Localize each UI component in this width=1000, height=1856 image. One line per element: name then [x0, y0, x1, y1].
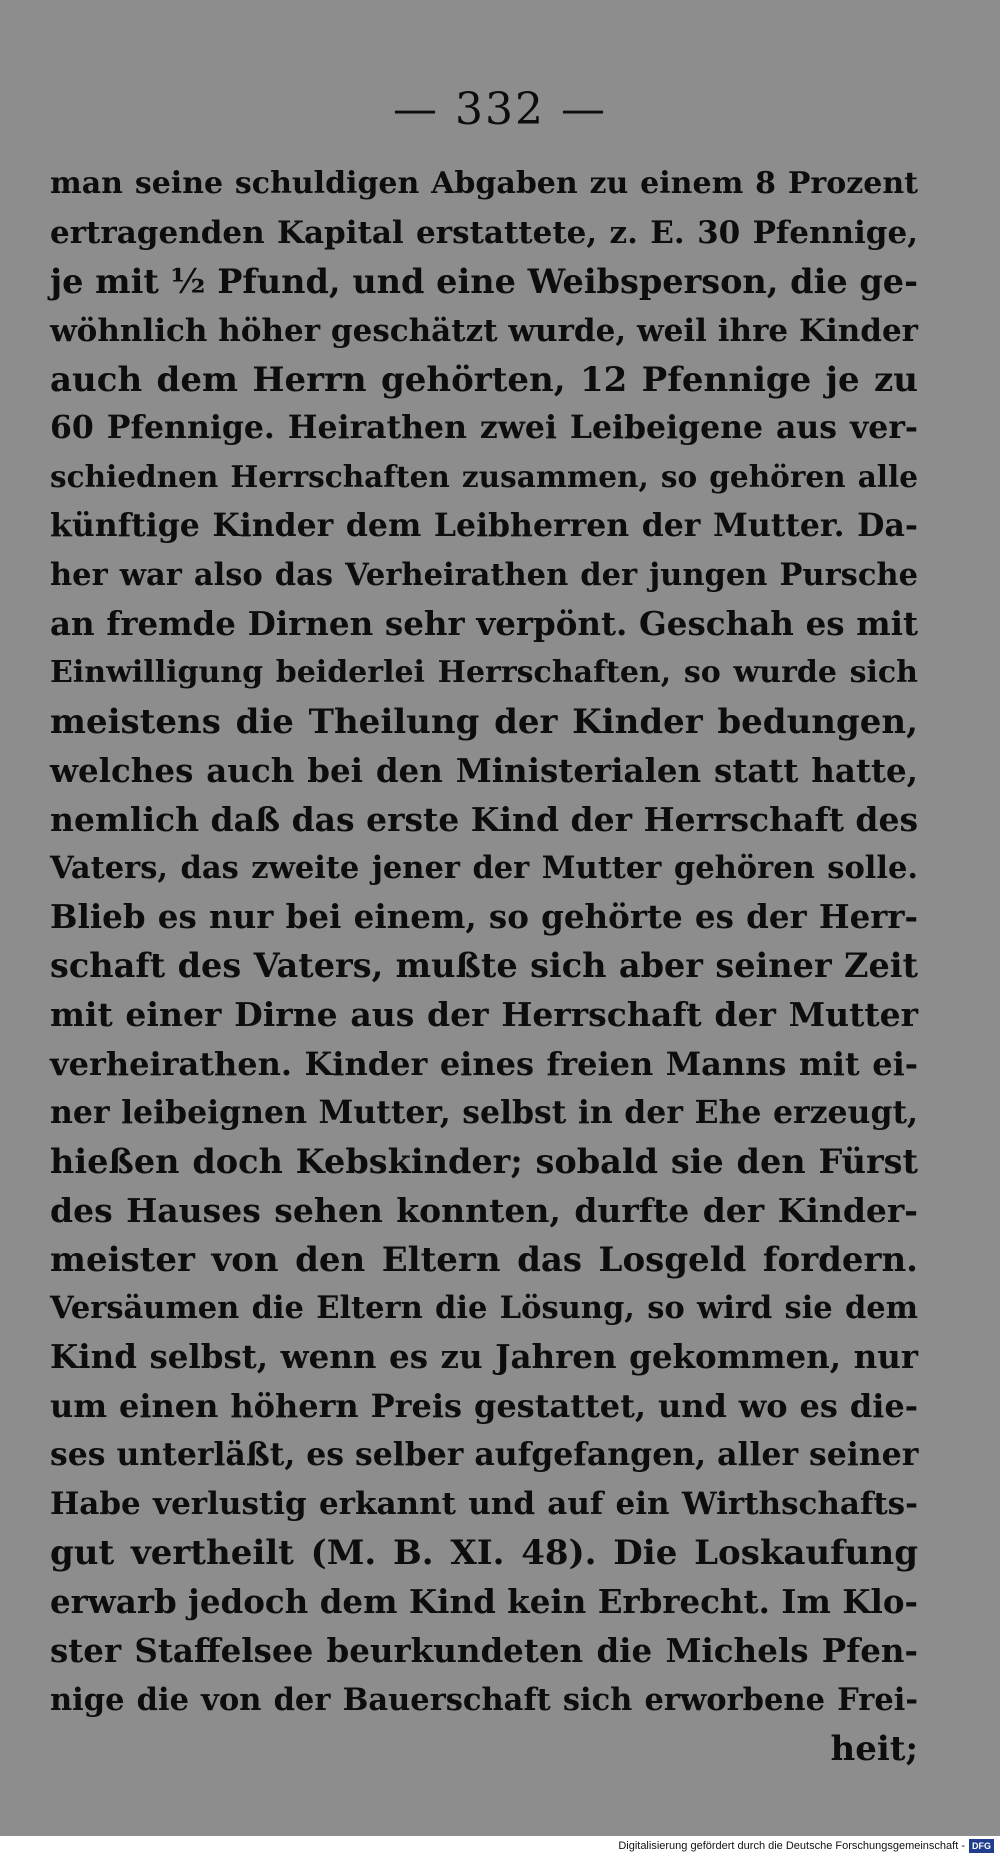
body-text: [50, 160, 918, 1773]
text-line: wöhnlich höher geschätzt wurde, weil ihre Kinder: [50, 312, 918, 349]
text-line: Kind selbst, wenn es zu Jahren gekommen, nur: [50, 1337, 918, 1377]
dfg-logo-icon: DFG: [969, 1839, 994, 1853]
text-line: ertragenden Kapital erstattete, z. E. 30 Pfennige,: [50, 214, 918, 251]
text-line: des Hauses sehen konnten, durfte der Kinder-: [50, 1190, 918, 1230]
text-line: Habe verlustig erkannt und auf ein Wirthschafts-: [50, 1486, 918, 1523]
text-line: nemlich daß das erste Kind der Herrschaft des: [50, 799, 919, 839]
text-line: je mit ½ Pfund, und eine Weibsperson, die ge-: [50, 261, 918, 301]
text-line: verheirathen. Kinder eines freien Manns mit ei-: [50, 1045, 918, 1084]
text-line: Blieb es nur bei einem, so gehörte es der Herr-: [50, 897, 918, 937]
text-line: Versäumen die Eltern die Lösung, so wird sie dem: [50, 1290, 918, 1327]
text-line: ner leibeignen Mutter, selbst in der Ehe erzeugt,: [50, 1093, 918, 1131]
text-line: hießen doch Kebskinder; sobald sie den Fürst: [50, 1141, 918, 1181]
text-line: auch dem Herrn gehörten, 12 Pfennige je zu: [50, 359, 918, 400]
text-line: meister von den Eltern das Losgeld fordern.: [50, 1239, 918, 1280]
text-line: Einwilligung beiderlei Herrschaften, so wurde sich: [50, 654, 918, 690]
text-line: ster Staffelsee beurkundeten die Michels Pfen-: [50, 1630, 918, 1670]
text-line: ses unterläßt, es selber aufgefangen, aller seiner: [50, 1436, 919, 1474]
text-line: man seine schuldigen Abgaben zu einem 8 Prozent: [50, 166, 918, 201]
footer-credit: Digitalisierung gefördert durch die Deutsche Forschungsgemeinschaft -: [618, 1840, 965, 1852]
text-line: gut vertheilt (M. B. XI. 48). Die Loskaufung: [50, 1532, 918, 1573]
text-line: welches auch bei den Ministerialen statt hatte,: [50, 750, 918, 790]
digitization-footer: [0, 1836, 1000, 1856]
text-line: mit einer Dirne aus der Herrschaft der Mutter: [50, 995, 918, 1035]
page-number: — 332 —: [393, 84, 607, 135]
text-line: Vaters, das zweite jener der Mutter gehören solle.: [50, 850, 918, 887]
text-line: meistens die Theilung der Kinder bedungen,: [50, 701, 918, 742]
text-line: an fremde Dirnen sehr verpönt. Geschah es mit: [50, 604, 918, 644]
text-line: erwarb jedoch dem Kind kein Erbrecht. Im Klo-: [50, 1581, 918, 1621]
text-line: heit;: [830, 1728, 918, 1769]
text-line: her war also das Verheirathen der jungen Pursche: [50, 557, 918, 594]
text-line: künftige Kinder dem Leibherren der Mutter. Da-: [50, 507, 918, 545]
text-line: um einen höhern Preis gestattet, und wo es die-: [50, 1387, 918, 1426]
text-line: nige die von der Bauerschaft sich erworbene Frei-: [50, 1681, 918, 1718]
text-line: schiednen Herrschaften zusammen, so gehören alle: [50, 459, 918, 495]
text-line: 60 Pfennige. Heirathen zwei Leibeigene aus ver-: [50, 409, 918, 447]
text-line: schaft des Vaters, mußte sich aber seiner Zeit: [50, 946, 918, 986]
